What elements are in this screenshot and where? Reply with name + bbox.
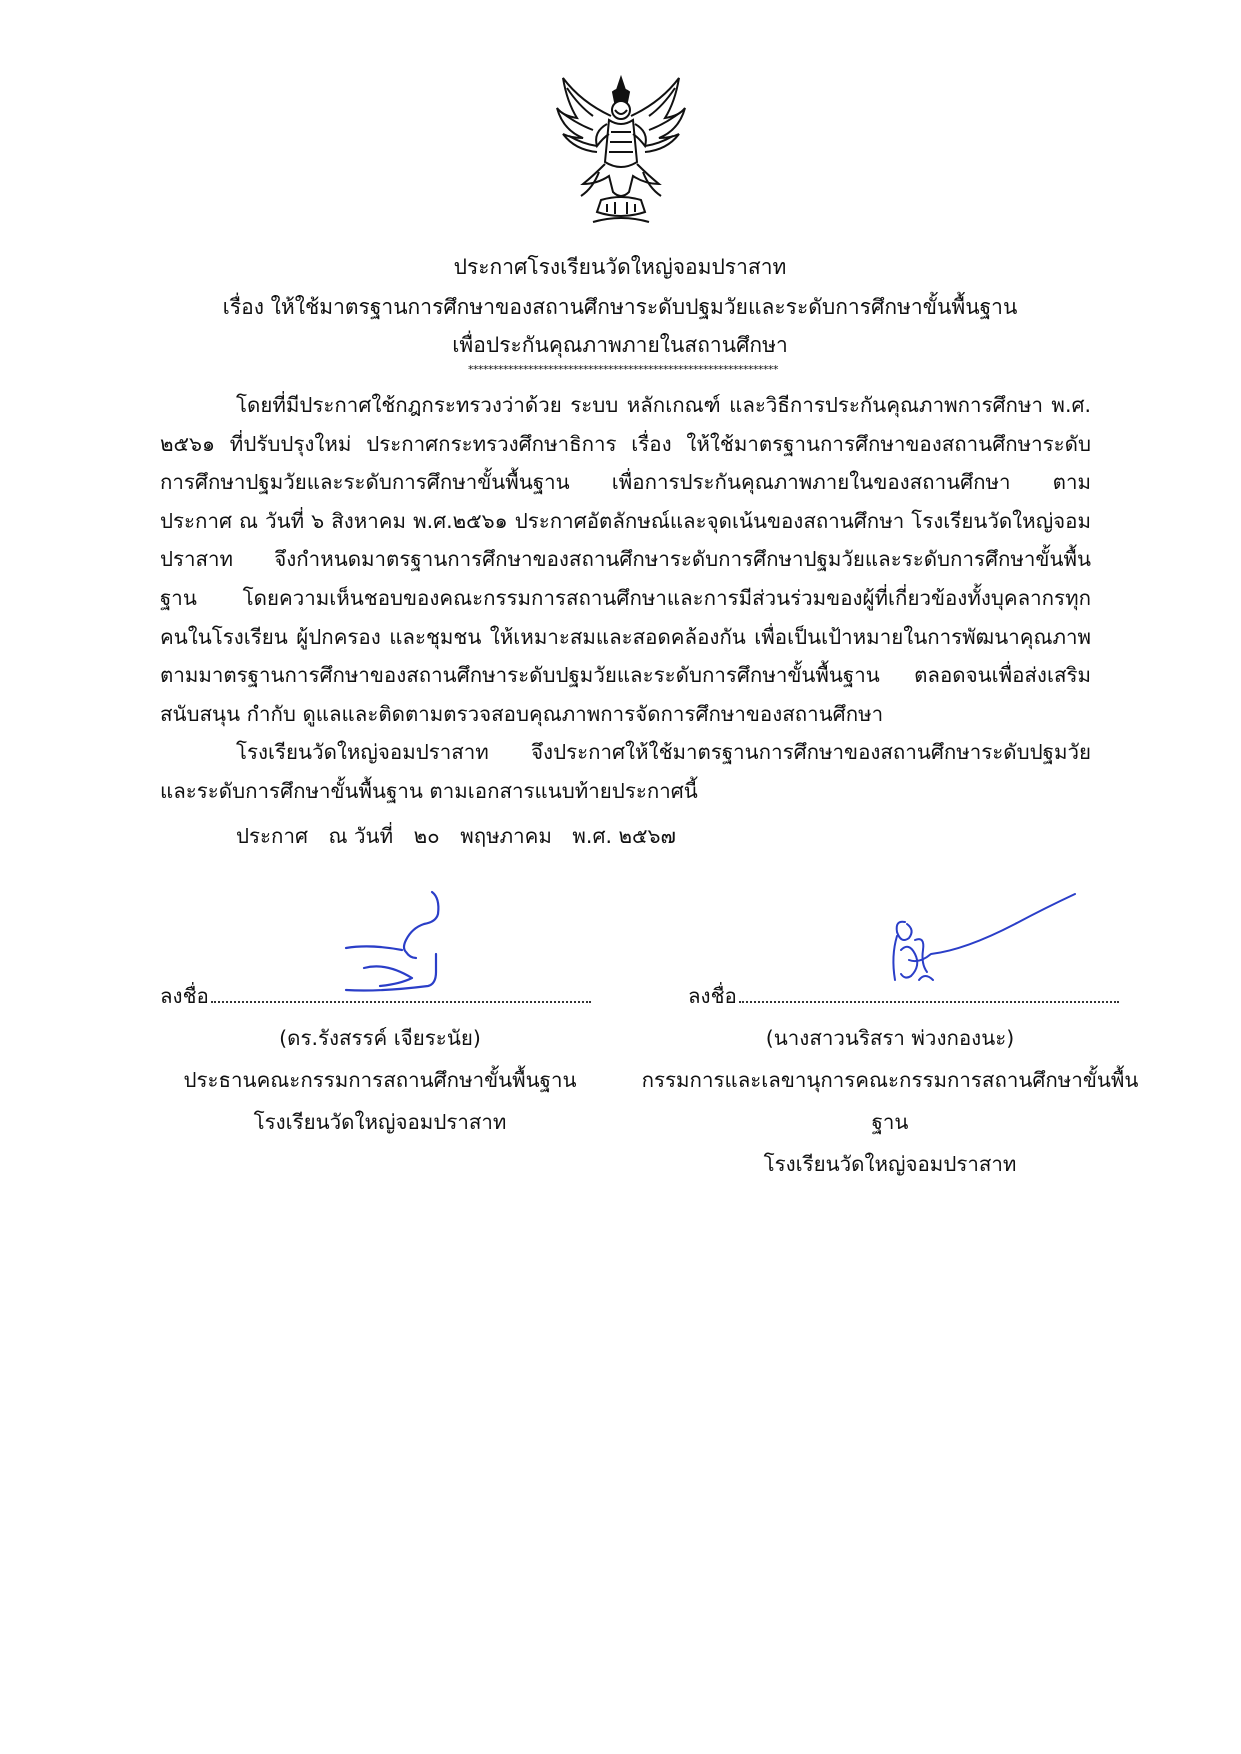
signer-name: (ดร.รังสรรค์ เจียระนัย)	[279, 1026, 481, 1050]
separator-line: **************************************************************	[468, 363, 778, 376]
dotted-line	[211, 997, 591, 1003]
signer-name: (นางสาวนริสรา พ่วงกองนะ)	[765, 1026, 1015, 1050]
signer-school: โรงเรียนวัดใหญ่จอมปราสาท	[253, 1110, 507, 1134]
sign-line	[160, 975, 600, 1017]
signer-position: ประธานคณะกรรมการสถานศึกษาขั้นพื้นฐาน	[183, 1068, 577, 1092]
dotted-line	[739, 997, 1119, 1003]
signer-position: กรรมการและเลขานุการคณะกรรมการสถานศึกษาขั้นพื้นฐาน	[641, 1068, 1139, 1134]
announcement-date	[236, 820, 690, 852]
date-year: พ.ศ. ๒๕๖๗	[572, 824, 676, 848]
announcement-purpose: เพื่อประกันคุณภาพภายในสถานศึกษา	[452, 333, 788, 357]
paragraph-1: โดยที่มีประกาศใช้กฎกระทรวงว่าด้วย ระบบ หลักเกณฑ์ และวิธีการประกันคุณภาพการศึกษา พ.ศ. ๒๕๖๑ ที่ปรับปรุงใหม่ ประกาศกระทรวงศึกษาธิการ เรื่อง ให้ใช้มาตรฐานการศึกษาของสถานศึกษาระดับการศึกษาปฐมวัยและระดับการศึกษาขั้นพื้นฐาน เพื่อการประกันคุณภาพภายในของสถานศึกษา ตามประกาศ ณ วันที่ ๖ สิงหาคม พ.ศ.๒๕๖๑ ประกาศอัตลักษณ์และจุดเน้นของสถานศึกษา โรงเรียนวัดใหญ่จอมปราสาท จึงกำหนดมาตรฐานการศึกษาของสถานศึกษาระดับการศึกษาปฐมวัยและระดับการศึกษาขั้นพื้นฐาน โดยความเห็นชอบของคณะกรรมการสถานศึกษาและการมีส่วนร่วมของผู้ที่เกี่ยวข้องทั้งบุคลากรทุกคนในโรงเรียน ผู้ปกครอง และชุมชน ให้เหมาะสมและสอดคล้องกัน เพื่อเป็นเป้าหมายในการพัฒนาคุณภาพตามมาตรฐานการศึกษาของสถานศึกษาระดับปฐมวัยและระดับการศึกษาขั้นพื้นฐาน ตลอดจนเพื่อส่งเสริม สนับสนุน กำกับ ดูแลและติดตามตรวจสอบคุณภาพการจัดการศึกษาของสถานศึกษา	[160, 393, 1091, 726]
sign-label: ลงชื่อ	[688, 984, 737, 1008]
paragraph-2: โรงเรียนวัดใหญ่จอมปราสาท จึงประกาศให้ใช้มาตรฐานการศึกษาของสถานศึกษาระดับปฐมวัยและระดับการศึกษาขั้นพื้นฐาน ตามเอกสารแนบท้ายประกาศนี้	[160, 740, 1091, 803]
sign-label: ลงชื่อ	[160, 984, 209, 1008]
signature-block-secretary	[630, 975, 1150, 1185]
announcement-title: ประกาศโรงเรียนวัดใหญ่จอมปราสาท	[453, 255, 787, 279]
date-month: พฤษภาคม	[460, 824, 552, 848]
sign-line	[630, 975, 1150, 1017]
signer-school: โรงเรียนวัดใหญ่จอมปราสาท	[763, 1152, 1017, 1176]
body-text	[160, 386, 1091, 811]
announcement-subject: เรื่อง ให้ใช้มาตรฐานการศึกษาของสถานศึกษาระดับปฐมวัยและระดับการศึกษาขั้นพื้นฐาน	[222, 295, 1018, 319]
signature-image-right	[875, 880, 1080, 990]
garuda-emblem-icon	[553, 72, 689, 230]
date-prefix: ประกาศ	[236, 824, 308, 848]
date-on: ณ วันที่	[328, 824, 394, 848]
signature-block-chairman	[160, 975, 600, 1143]
date-day: ๒๐	[413, 824, 440, 848]
